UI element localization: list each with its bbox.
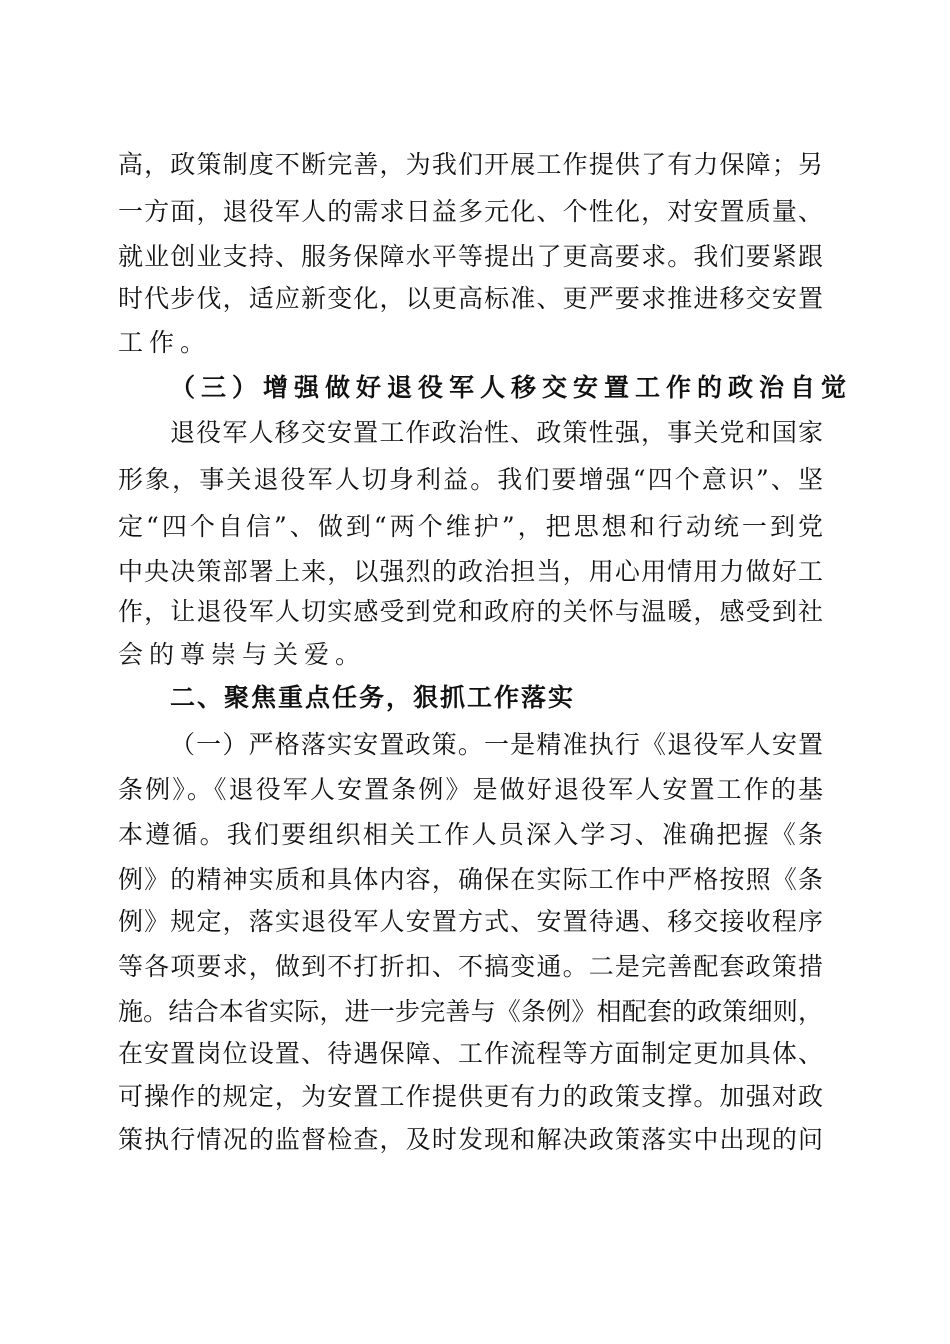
paragraph-line: 定“四个自信”、做到“两个维护”，把思想和行动统一到党 (118, 512, 823, 541)
paragraph-line: 等各项要求，做到不打折扣、不搞变通。二是完善配套政策措 (118, 952, 823, 981)
paragraph-line: （一）严格落实安置政策。一是精准执行《退役军人安置 (170, 730, 823, 759)
paragraph-line: 可操作的规定，为安置工作提供更有力的政策支撑。加强对政 (118, 1082, 823, 1111)
paragraph-line: 工作。 (118, 328, 212, 357)
paragraph-line: 在安置岗位设置、待遇保障、工作流程等方面制定更加具体、 (118, 1039, 823, 1068)
paragraph-line: 中央决策部署上来，以强烈的政治担当，用心用情用力做好工 (118, 557, 823, 586)
paragraph-line: 作，让退役军人切实感受到党和政府的关怀与温暖，感受到社 (118, 597, 823, 626)
paragraph-line: 高，政策制度不断完善，为我们开展工作提供了有力保障；另 (118, 150, 823, 179)
section-heading: 二、聚焦重点任务，狠抓工作落实 (170, 683, 576, 712)
paragraph-line: 本遵循。我们要组织相关工作人员深入学习、准确把握《条 (118, 820, 823, 849)
paragraph-line: 例》规定，落实退役军人安置方式、安置待遇、移交接收程序 (118, 907, 823, 936)
section-subheading: （三）增强做好退役军人移交安置工作的政治自觉 (170, 373, 853, 402)
paragraph-line: 就业创业支持、服务保障水平等提出了更高要求。我们要紧跟 (118, 242, 823, 271)
paragraph-line: 条例》。《退役军人安置条例》是做好退役军人安置工作的基 (118, 775, 823, 804)
paragraph-line: 退役军人移交安置工作政治性、政策性强，事关党和国家 (170, 418, 823, 447)
paragraph-line: 一方面，退役军人的需求日益多元化、个性化，对安置质量、 (118, 197, 823, 226)
paragraph-line: 会的尊崇与关爱。 (118, 640, 367, 669)
paragraph-line: 策执行情况的监督检查，及时发现和解决政策落实中出现的问 (118, 1125, 823, 1154)
paragraph-line: 施。结合本省实际，进一步完善与《条例》相配套的政策细则， (118, 997, 823, 1026)
paragraph-line: 例》的精神实质和具体内容，确保在实际工作中严格按照《条 (118, 865, 823, 894)
paragraph-line: 形象，事关退役军人切身利益。我们要增强“四个意识”、坚 (118, 465, 823, 494)
paragraph-line: 时代步伐，适应新变化，以更高标准、更严要求推进移交安置 (118, 284, 823, 313)
